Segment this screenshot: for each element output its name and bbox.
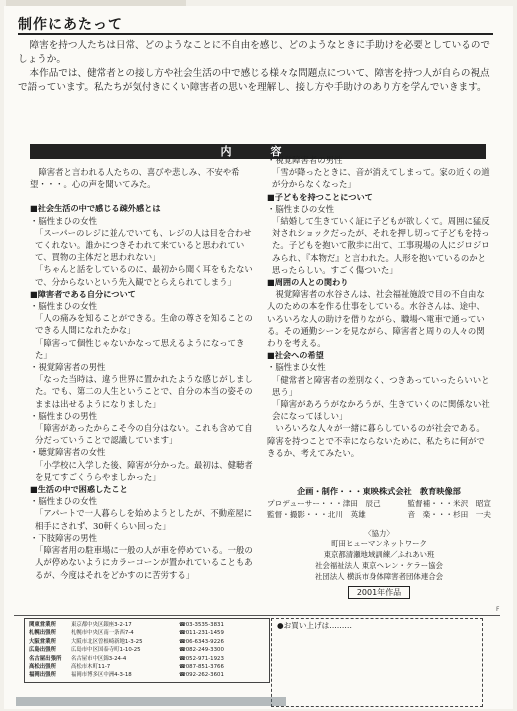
speaker-label: ・下肢障害の男性: [30, 532, 97, 543]
quote-text: 「ちゃんと話をしているのに、最初から聞く耳をもたないで、分からないという先入観でとらえられてしまう」: [35, 264, 253, 287]
office-phone: ☎092-262-3601: [179, 672, 224, 679]
quote-text: 「雪が降ったときに、音が消えてしまって。家の近くの道が分からなくなった」: [272, 167, 490, 190]
speaker-label: ・脳性まひの女性: [30, 215, 97, 226]
topic-heading: ■子どもを持つことについて: [267, 191, 373, 202]
credits: [267, 486, 491, 599]
cooperation-org: 社会福祉法人 東京ヘレン・ケラー協会: [315, 560, 443, 570]
office-address: 東京都中央区銀座3-2-17: [71, 622, 132, 628]
producer-credit: プロデューサー・・・津田 辰己: [267, 498, 381, 508]
speaker-label: ・脳性まひの女性: [267, 203, 334, 214]
contents-heading: 内 容: [30, 144, 486, 159]
narration-text: 視覚障害者の水谷さんは、社会福祉施設で目の不自由な人のための本を作る仕事をしている。水谷さんは、途中、いろいろな人の助けを借りながら、職場へ電車で通っている。その通勤シーンを見ながら、障害者と周りの人々の関わりを考える。: [267, 289, 485, 349]
credit-row: [267, 498, 491, 510]
contents-lead: 障害者と言われる人たちの、喜びや悲しみ、不安や希望・・・。心の声を聞いてみた。: [30, 167, 240, 190]
office-address: 福岡市博多区中洲4-3-18: [71, 672, 132, 679]
assistant-director-credit: 監督補・・・米沢 昭宣: [407, 498, 491, 508]
contents-left-column: [30, 166, 256, 581]
quote-text: 「結婚して生きていく証に子どもが欲しくて。周囲に猛反対されショックだったが、それを押し切って子どもを持った。子どもを抱いて散歩に出て、工事現場の人にジロジロみられ、『本物だ』と言われた。人形を抱いているのかと思ったらしい。すごく傷ついた」: [272, 216, 490, 275]
quote-text: 「小学校に入学した後、障害が分かった。最初は、健聴者を見てすごくうらやましかった」: [35, 459, 253, 482]
right-item-list: [267, 154, 491, 459]
music-credit: 音 楽・・・杉田 一夫: [407, 510, 491, 519]
speaker-label: ・脳性まひ女性: [267, 362, 326, 373]
office-name: 広島出張所: [29, 647, 56, 654]
office-phone: ☎087-851-3766: [179, 664, 224, 671]
left-item-list: [30, 202, 256, 580]
topic-heading: ■社会への希望: [267, 350, 324, 361]
production-credit: 企画・制作・・・東映株式会社 教育映像部: [297, 486, 461, 496]
cooperation-org: 東京都清瀬地域訓練／ふれあい班: [323, 550, 435, 560]
office-row: [29, 629, 265, 637]
topic-heading: ■障害者である自分について: [30, 288, 136, 299]
quote-text: 「アパートで一人暮らしを始めようとしたが、不動産屋に相手にされず、30軒くらい回った」: [35, 508, 253, 531]
topic-heading: ■社会生活の中で感じる疎外感とは: [30, 203, 161, 214]
office-list: [24, 618, 270, 683]
next-page-edge: [16, 697, 286, 706]
cooperation-org: 社団法人 横浜市身体障害者団体連合会: [315, 571, 443, 581]
title-underline: [18, 33, 493, 35]
speaker-label: ・聴覚障害者の女性: [30, 447, 106, 458]
credit-row: [267, 509, 491, 521]
speaker-label: ・脳性まひの女性: [30, 301, 97, 312]
office-address: 大阪市北区曽根崎新地1-3-25: [71, 638, 143, 645]
quote-text: 「スーパーのレジに並んでいても、レジの人は目を合わせてくれない。誰かにつきそわれて来ていると思われていて、買物の主体だと思われない」: [35, 227, 252, 263]
office-address: 名古屋市中区錦3-24-4: [71, 655, 127, 662]
office-row: [29, 671, 265, 679]
purchase-label: ●お買い上げは………: [277, 621, 352, 630]
quote-text: 「健常者と障害者の差別なく、つきあっていったらいいと思う」: [272, 374, 490, 397]
office-row: [29, 655, 265, 663]
speaker-label: ・脳性まひの女性: [30, 496, 97, 507]
director-credit: 監督・撮影・・・北川 英雄: [267, 510, 366, 519]
office-phone: ☎082-249-3300: [179, 647, 224, 654]
office-address: 札幌市中央区南一条西7-4: [71, 630, 134, 637]
intro-text: [18, 39, 499, 95]
office-name: 大阪営業所: [29, 638, 56, 645]
intro-paragraph: 本作品では、健常者との接し方や社会生活の中で感じる様々な問題点について、障害を持つ人が自らの視点で語っています。私たちが気付きにくい障害者の思いを理解し、接し方や手助けのあり方を学んでいきます。: [18, 68, 490, 93]
office-address: 高松市木町11-7: [71, 664, 111, 671]
office-phone: ☎052-971-1923: [179, 655, 224, 662]
office-name: 札幌出張所: [29, 630, 56, 637]
corner-mark: F: [496, 606, 500, 613]
speaker-label: ・視覚障害者の男性: [30, 362, 106, 373]
quote-text: 「障害があったからこそ今の自分はない。これも含めて自分だっていうことで認識しています」: [35, 423, 253, 446]
speaker-label: ・視覚障害者の男性: [267, 155, 343, 165]
intro-paragraph: 障害を持つ人たちは日常、どのようなことに不自由を感じ、どのようなときに手助けを必要としているのでしょうか。: [18, 40, 491, 65]
office-address: 広島市中区国泰寺町1-10-25: [71, 647, 141, 654]
office-phone: ☎03-3535-3831: [179, 622, 224, 628]
quote-text: 「なった当時は、違う世界に置かれたような感じがしました。でも、第二の人生ということで、自分の本当の姿そのままは出せるようになりました」: [35, 374, 253, 409]
production-year-badge: 2001年作品: [348, 586, 410, 599]
cooperation-list: [267, 529, 491, 600]
office-row: [29, 638, 265, 646]
topic-heading: ■生活の中で困惑したこと: [30, 484, 128, 495]
office-phone: ☎011-231-1459: [179, 630, 224, 637]
office-row: [29, 663, 265, 671]
office-name: 福岡出張所: [29, 672, 56, 679]
purchase-box: [271, 618, 483, 707]
quote-text: 「障害があろうがなかろうが、生きていくのに関係ない社会になってほしい」: [272, 399, 490, 422]
topic-heading: ■周囲の人との関わり: [267, 277, 349, 288]
speaker-label: ・脳性まひの男性: [30, 410, 97, 421]
narration-text: いろいろな人々が一緒に暮らしているのが社会である。障害を持つことで不幸にならないために、私たちに何ができるか、考えてみたい。: [267, 423, 485, 458]
office-row: [29, 621, 265, 629]
office-row: [29, 646, 265, 654]
office-name: 高松出張所: [29, 664, 56, 671]
office-name: 関東営業所: [29, 622, 56, 628]
quote-text: 「人の痛みを知ることができる。生命の尊さを知ることのできる人間になれたかな」: [35, 313, 253, 336]
footer-divider: [14, 615, 500, 616]
section-title: 制作にあたって: [18, 17, 123, 33]
quote-text: 「障害者用の駐車場に一般の人が車を停めている。一般の人が停めないようにカラーコーンが置かれていることもあるが、今度はそれをどかすのに苦労する」: [35, 545, 253, 580]
quote-text: 「障害って個性じゃないかなって思えるようになってきた」: [35, 337, 245, 360]
office-name: 名古屋出張所: [29, 655, 62, 662]
office-phone: ☎06-6343-9226: [179, 638, 224, 645]
cooperation-org: 町田ヒューマンネットワーク: [331, 539, 427, 549]
cooperation-label: 〈協力〉: [364, 528, 394, 538]
